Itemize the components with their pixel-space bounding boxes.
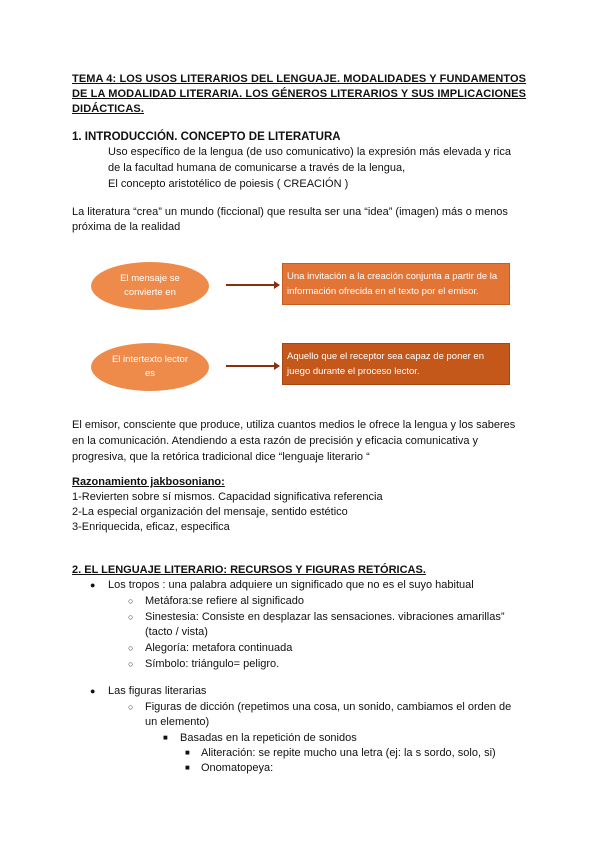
basadas-item: Basadas en la repetición de sonidos <box>180 732 357 744</box>
oval-mensaje <box>91 262 209 310</box>
tropos-item: Los tropos : una palabra adquiere un significado que no es el suyo habitual <box>108 579 474 591</box>
document-title <box>72 72 532 117</box>
razonamiento-item-3: 3-Enriquecida, eficaz, especifica <box>72 521 230 533</box>
circle-bullet-icon: ○ <box>128 643 134 653</box>
circle-bullet-icon: ○ <box>128 659 134 669</box>
box-invitacion-line-1: Una invitación a la creación conjunta a partir de la <box>287 271 498 282</box>
razonamiento-heading: Razonamiento jakbosoniano: <box>72 476 225 488</box>
para2-line-3: progresiva, que la retórica tradicional dice “lenguaje literario “ <box>72 451 370 463</box>
diccion-line-1: Figuras de dicción (repetimos una cosa, un sonido, cambiamos el orden de <box>145 701 512 713</box>
box-invitacion <box>282 263 510 305</box>
circle-bullet-icon: ○ <box>128 702 134 712</box>
tropo-simbolo: Símbolo: triángulo= peligro. <box>145 658 280 670</box>
section1-line-3: El concepto aristotélico de poiesis ( CREACIÓN ) <box>108 178 349 190</box>
tropo-metafora: Metáfora:se refiere al significado <box>145 595 304 607</box>
diccion-line-2: un elemento) <box>145 716 210 728</box>
circle-bullet-icon: ○ <box>128 596 134 606</box>
para1-line-2: próxima de la realidad <box>72 221 181 233</box>
section2-heading: 2. EL LENGUAJE LITERARIO: RECURSOS Y FIGURAS RETÓRICAS. <box>72 564 426 576</box>
oval-mensaje-line-1: El mensaje se <box>120 273 180 284</box>
arrow-2-shaft <box>226 365 276 367</box>
section1-line-2: de la facultad humana de comunicarse a través de la lengua, <box>108 162 406 174</box>
razonamiento-item-2: 2-La especial organización del mensaje, sentido estético <box>72 506 348 518</box>
box-aquello <box>282 343 510 385</box>
title-line-3: DIDÁCTICAS. <box>72 103 144 115</box>
aliteracion-item: Aliteración: se repite mucho una letra (ej: la s sordo, solo, si) <box>201 747 496 759</box>
oval-intertexto <box>91 343 209 391</box>
figuras-item: Las figuras literarias <box>108 685 207 697</box>
tropo-alegoria: Alegoría: metafora continuada <box>145 642 293 654</box>
title-line-2: DE LA MODALIDAD LITERARIA. LOS GÉNEROS LITERARIOS Y SUS IMPLICACIONES <box>72 88 527 100</box>
tropo-sinestesia: Sinestesia: Consiste en desplazar las sensaciones. vibraciones amarillas” <box>145 611 505 623</box>
onomatopeya-item: Onomatopeya: <box>201 762 274 774</box>
disc-bullet-icon: ● <box>90 686 96 696</box>
oval-intertexto-line-1: El intertexto lector <box>111 354 189 365</box>
disc-bullet-icon: ● <box>90 580 96 590</box>
title-line-1: TEMA 4: LOS USOS LITERARIOS DEL LENGUAJE. MODALIDADES Y FUNDAMENTOS <box>72 73 527 85</box>
box-invitacion-line-2: información ofrecida en el texto por el emisor. <box>287 286 479 297</box>
para1-line-1: La literatura “crea” un mundo (ficcional) que resulta ser una “idea” (imagen) más o menos <box>72 206 508 218</box>
box-aquello-line-1: Aquello que el receptor sea capaz de poner en <box>287 351 484 362</box>
section1-heading: 1. INTRODUCCIÓN. CONCEPTO DE LITERATURA <box>72 131 341 143</box>
oval-mensaje-line-2: convierte en <box>124 287 176 298</box>
tropo-sinestesia-cont: (tacto / vista) <box>145 626 208 638</box>
section1-line-1: Uso específico de la lengua (de uso comunicativo) la expresión más elevada y rica <box>108 146 511 158</box>
arrow-1-head-icon <box>274 281 280 289</box>
para2-line-2: en la comunicación. Atendiendo a esta razón de precisión y eficacia comunicativa y <box>72 435 479 447</box>
para2-line-1: El emisor, consciente que produce, utiliza cuantos medios le ofrece la lengua y los saberes <box>72 419 516 431</box>
arrow-2-head-icon <box>274 362 280 370</box>
square-bullet-icon: ■ <box>163 733 168 742</box>
square-bullet-icon: ■ <box>185 763 190 772</box>
circle-bullet-icon: ○ <box>128 612 134 622</box>
arrow-1-shaft <box>226 284 276 286</box>
square-bullet-icon: ■ <box>185 748 190 757</box>
razonamiento-item-1: 1-Revierten sobre sí mismos. Capacidad significativa referencia <box>72 491 383 503</box>
box-aquello-line-2: juego durante el proceso lector. <box>287 366 420 377</box>
oval-intertexto-line-2: es <box>144 368 156 379</box>
